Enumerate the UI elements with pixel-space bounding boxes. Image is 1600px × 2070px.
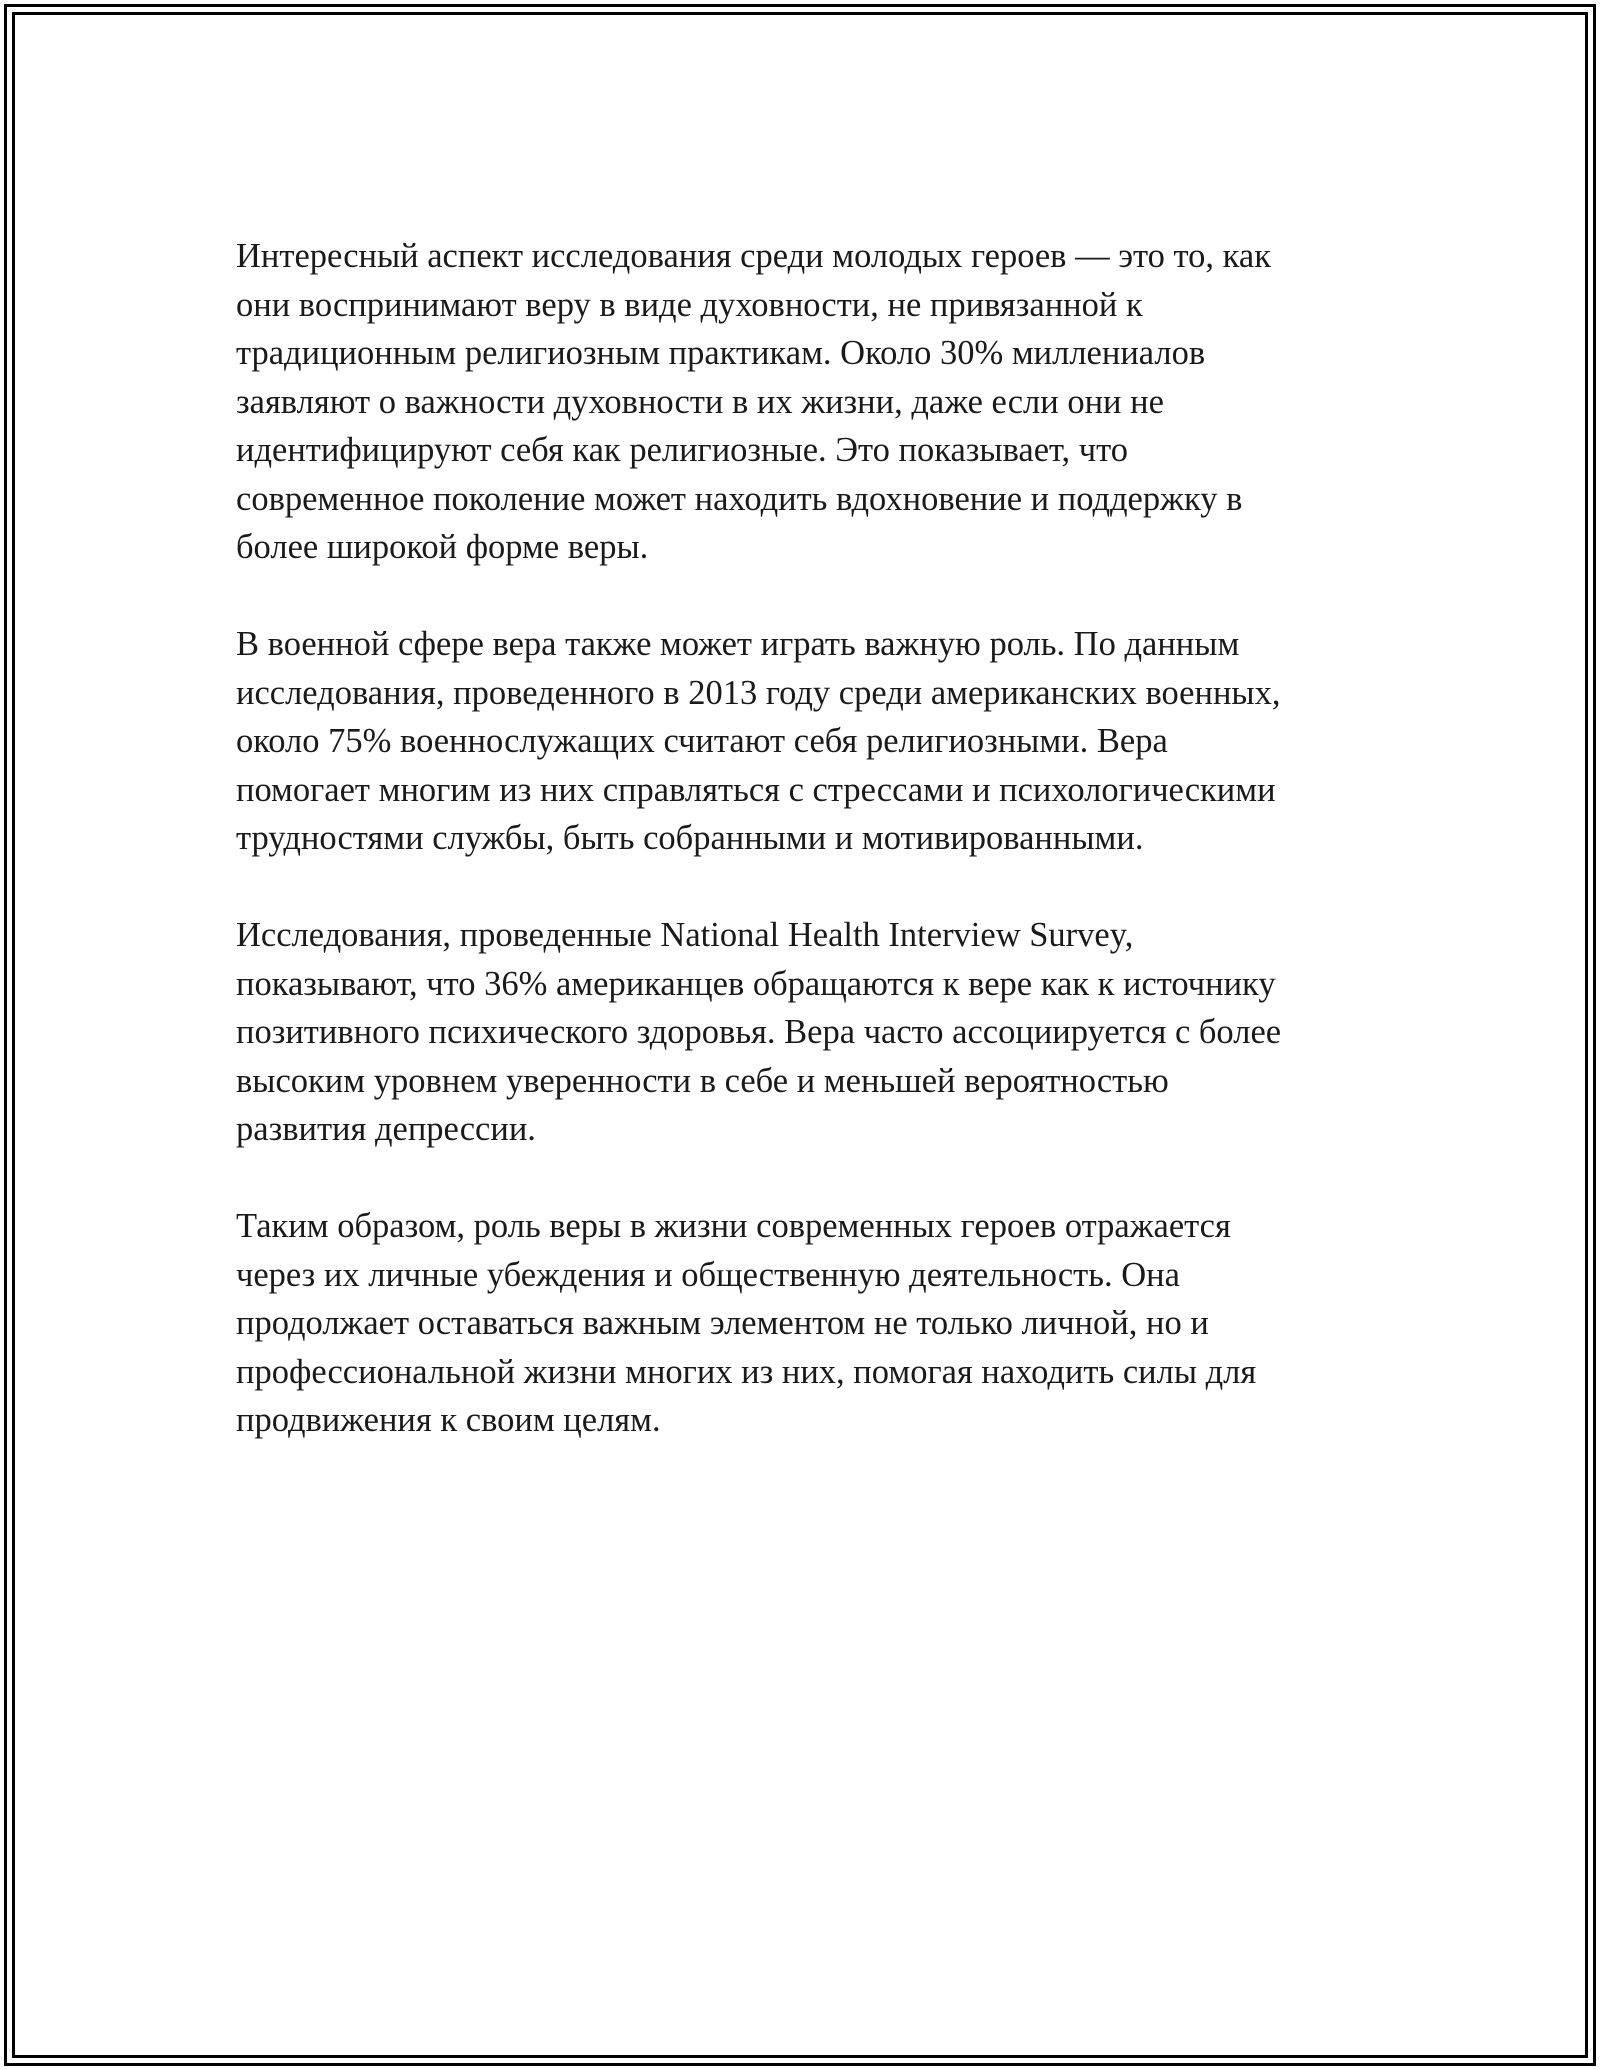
paragraph: Таким образом, роль веры в жизни современных героев отражается через их личные убеждения и общественную деятельность. Она продолжает оставаться важным элементом не только личной, но и профессиональной жизни многих из них, помогая находить силы для продвижения к своим целям.	[236, 1207, 1257, 1439]
paragraph: Исследования, проведенные National Health Interview Survey, показывают, что 36% американцев обращаются к вере как к источнику позитивного психического здоровья. Вера часто ассоциируется с более высоким уровнем уверенности в себе и меньшей вероятностью развития депрессии.	[236, 916, 1282, 1148]
paragraph: В военной сфере вера также может играть важную роль. По данным исследования, проведенного в 2013 году среди американских военных, около 75% военнослужащих считают себя религиозными. Вера помогает многим из них справляться с стрессами и психологическими трудностями службы, быть собранными и мотивированными.	[236, 625, 1281, 857]
document-body	[236, 232, 1366, 1493]
paragraph: Интересный аспект исследования среди молодых героев — это то, как они воспринимают веру в виде духовности, не привязанной к традиционным религиозным практикам. Около 30% миллениалов заявляют о важности духовности в их жизни, даже если они не идентифицируют себя как религиозные. Это показывает, что современное поколение может находить вдохновение и поддержку в более широкой форме веры.	[236, 237, 1271, 566]
